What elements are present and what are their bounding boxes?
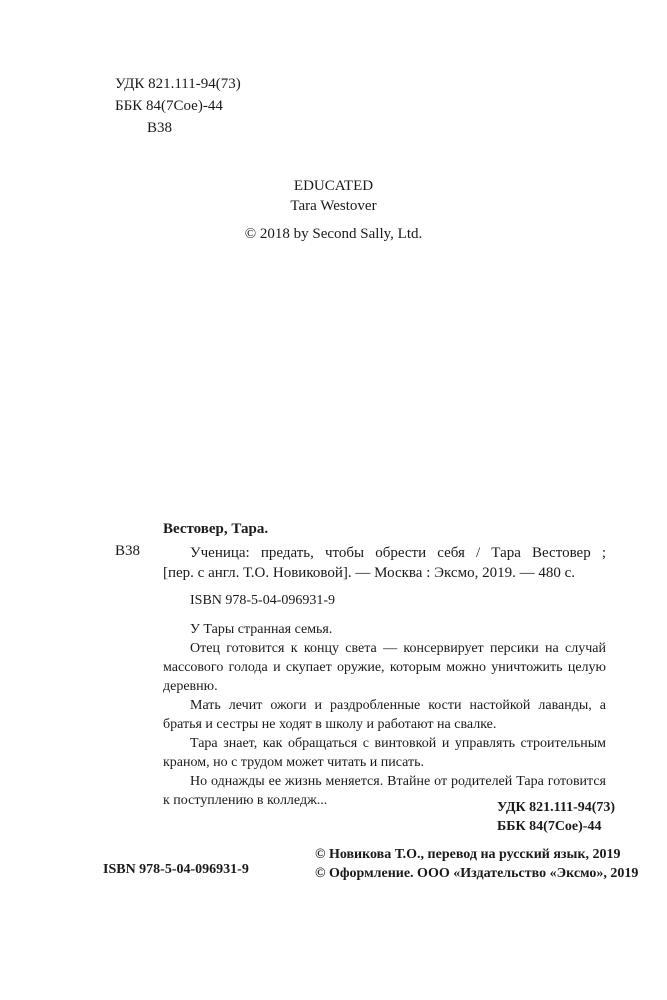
annotation-paragraph: У Тары странная семья. <box>190 622 333 637</box>
annotation-paragraph: Мать лечит ожоги и раздробленные кости настойкой лаванды, а братья и сестры не ходят в школу и работают на свалке. <box>163 698 606 732</box>
footer-bbk-code: ББК 84(7Сое)-44 <box>497 819 602 834</box>
bbk-code: ББК 84(7Сое)-44 <box>115 98 223 114</box>
footer-copyrights <box>315 845 638 883</box>
annotation-paragraph: Но однажды ее жизнь меняется. Втайне от родителей Тара готовится к поступлению в колледж... <box>163 774 606 808</box>
annotation <box>163 610 606 810</box>
catalog-isbn: ISBN 978-5-04-096931-9 <box>190 593 336 608</box>
catalog-author-mark: В38 <box>115 543 141 559</box>
udk-code: УДК 821.111-94(73) <box>115 76 241 92</box>
footer-isbn: ISBN 978-5-04-096931-9 <box>103 862 249 877</box>
original-copyright: © 2018 by Second Sally, Ltd. <box>244 226 423 242</box>
annotation-paragraph: Тара знает, как обращаться с винтовкой и управлять строительным краном, но с трудом может читать и писать. <box>163 736 606 770</box>
translation-copyright: © Новикова Т.О., перевод на русский язык, 2019 <box>315 847 621 862</box>
design-copyright: © Оформление. ООО «Издательство «Эксмо», 2019 <box>315 866 639 881</box>
catalog-description-line1: Ученица: предать, чтобы обрести себя / Тара Вестовер ; <box>190 545 606 561</box>
author-mark: В38 <box>147 120 173 136</box>
original-title: EDUCATED <box>293 178 374 194</box>
footer-udk-code: УДК 821.111-94(73) <box>497 800 616 815</box>
classification-codes <box>115 73 241 139</box>
annotation-paragraph: Отец готовится к концу света — консервирует персики на случай массового голода и скупает оружие, которым можно уничтожить целую деревню. <box>163 641 606 694</box>
original-author: Tara Westover <box>290 198 377 214</box>
catalog-author: Вестовер, Тара. <box>163 521 269 537</box>
catalog-description-line2: [пер. с англ. Т.О. Новиковой]. — Москва : Эксмо, 2019. — 480 с. <box>163 565 575 581</box>
